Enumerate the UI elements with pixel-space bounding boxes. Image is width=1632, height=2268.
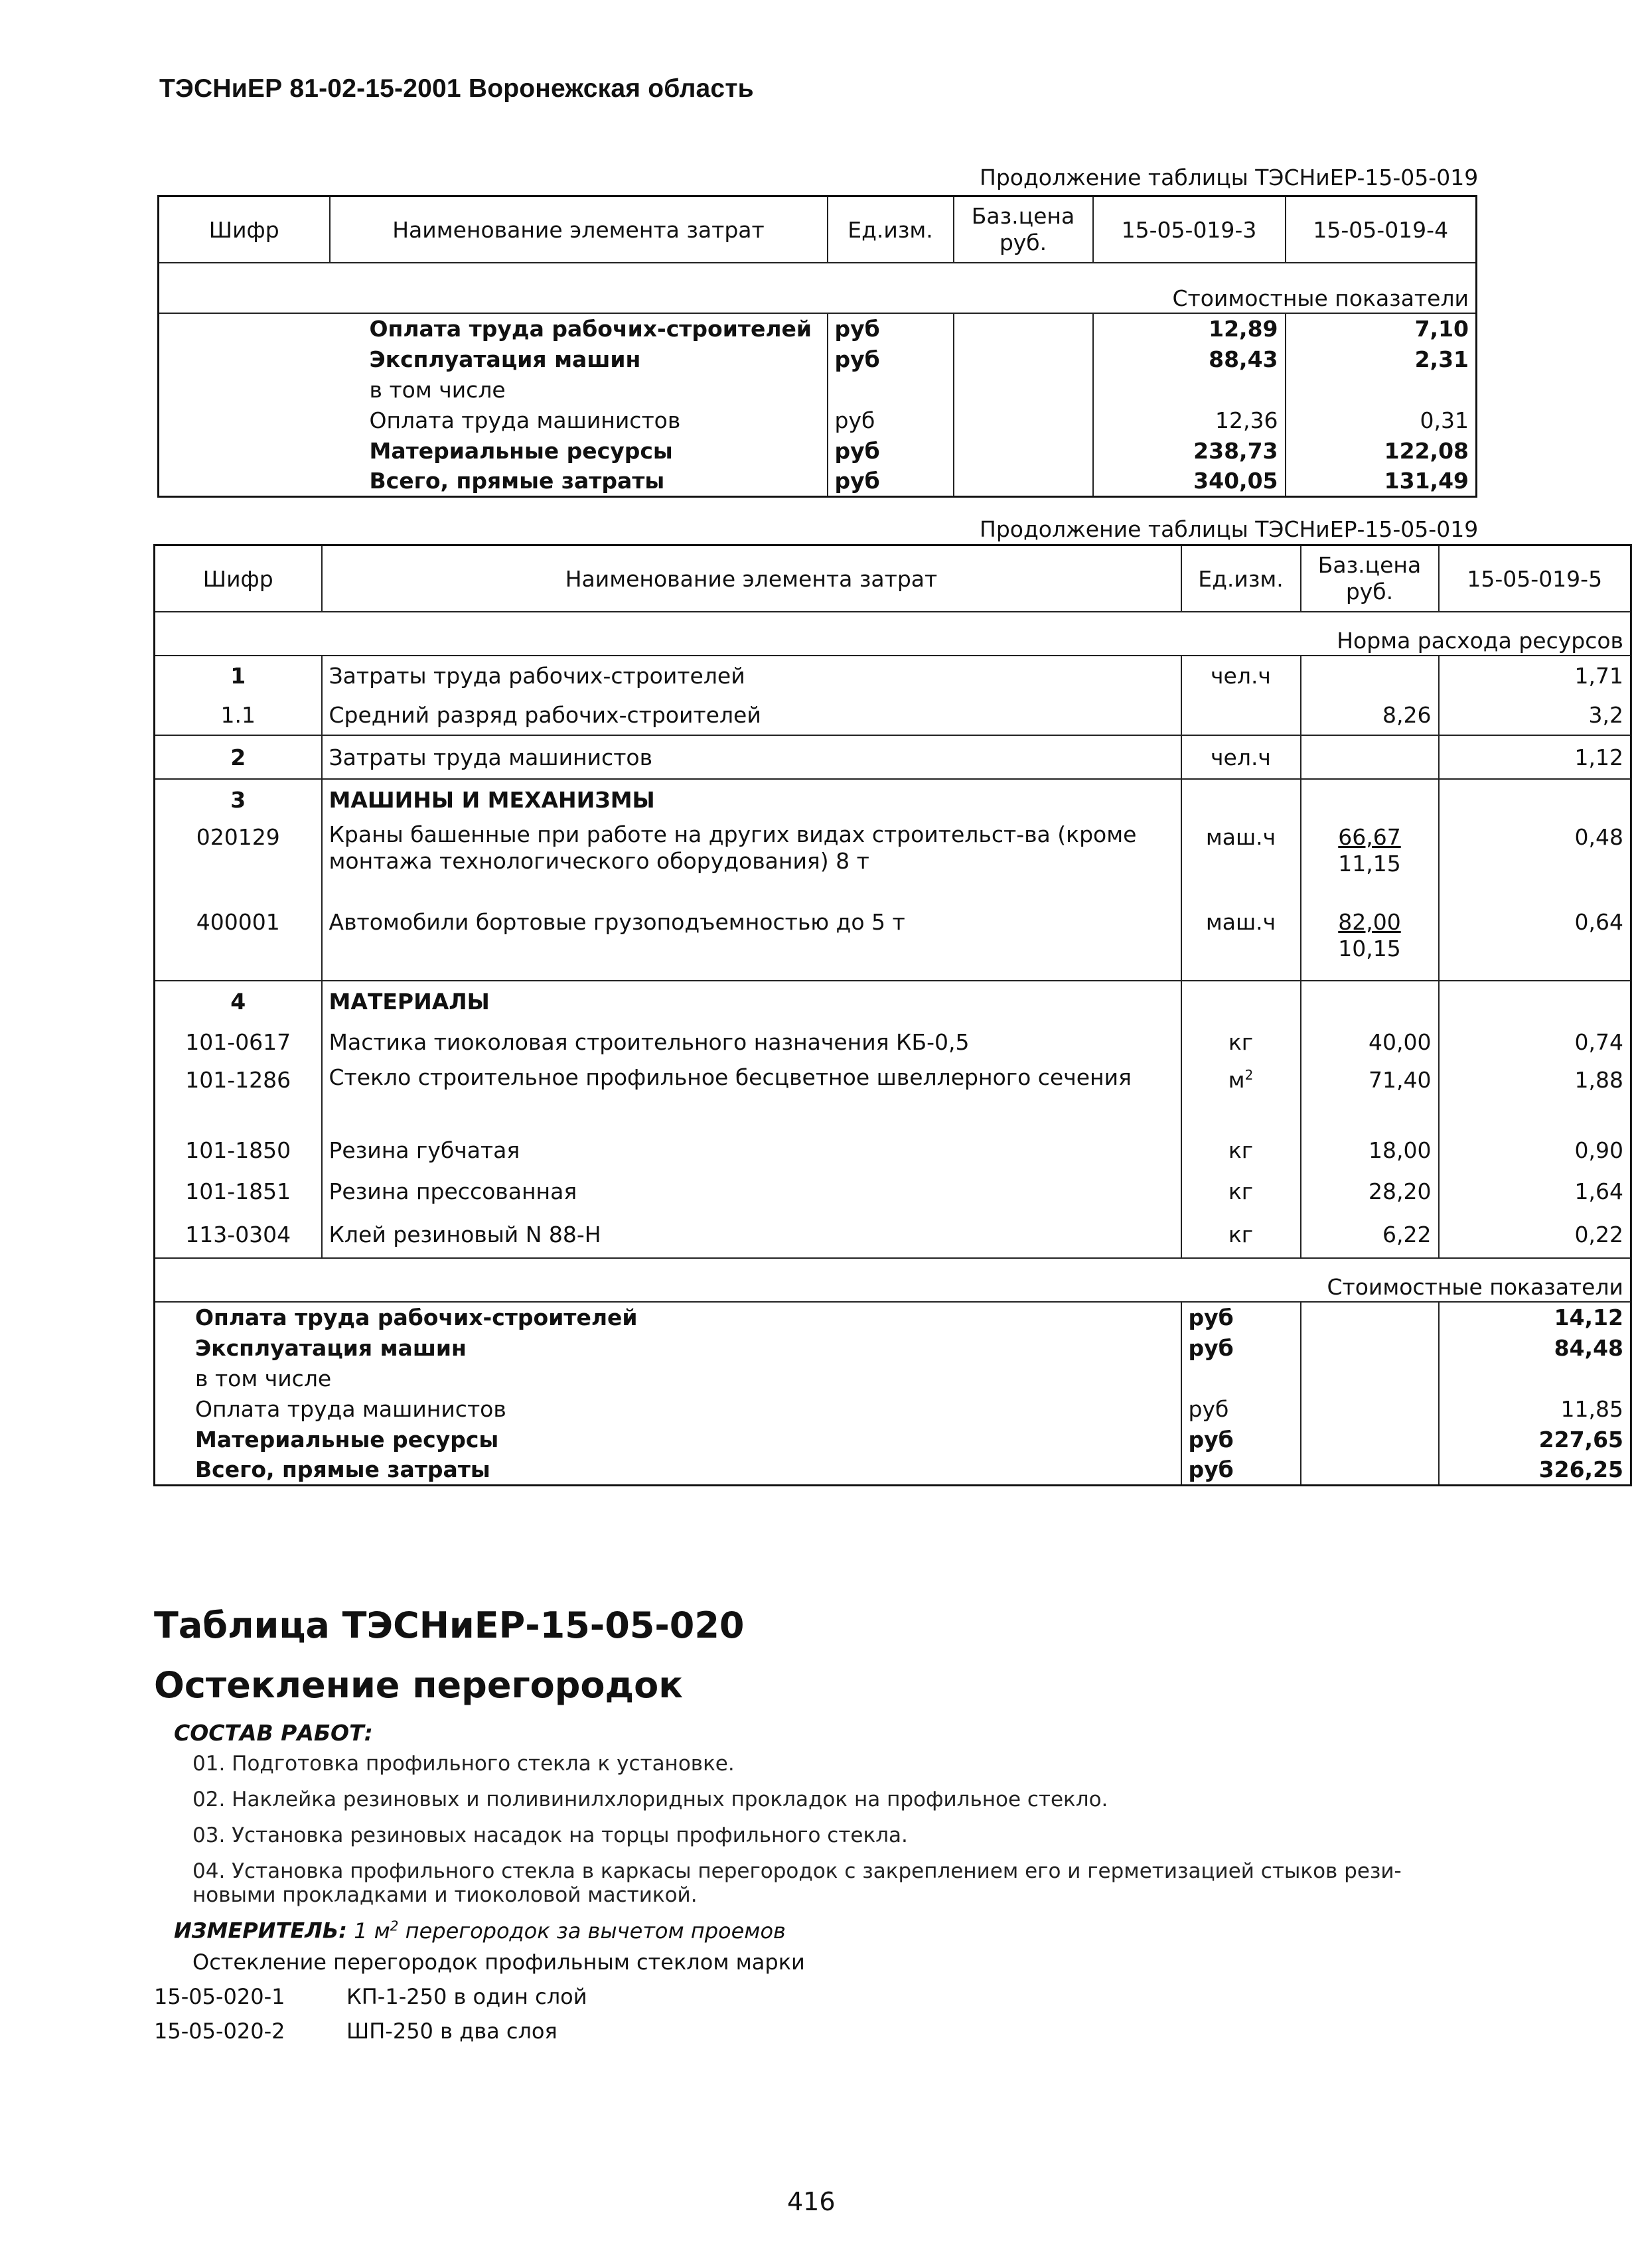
table-row: 4 МАТЕРИАЛЫ (155, 981, 1631, 1022)
table-row: Материальные ресурсы руб 227,65 (155, 1424, 1631, 1454)
glazing-note: Остекление перегородок профильным стеклом марки (192, 1949, 805, 1975)
t2-h-col-a: 15-05-019-5 (1467, 565, 1603, 592)
table-row: Эксплуатация машин руб 88,43 2,31 (159, 344, 1477, 374)
table-row: Эксплуатация машин руб 84,48 (155, 1332, 1631, 1363)
table-row: 101-1851 Резина прессованная кг 28,20 1,64 (155, 1170, 1631, 1212)
table-row: 101-1850 Резина губчатая кг 18,00 0,90 (155, 1129, 1631, 1170)
table-row: Материальные ресурсы руб 238,73 122,08 (159, 435, 1477, 466)
sostav-label: СОСТАВ РАБОТ: (174, 1720, 373, 1746)
table-row: в том числе (155, 1363, 1631, 1393)
t2-section-cost: Стоимостные показатели (1327, 1274, 1623, 1300)
t1-h-code: Шифр (159, 196, 330, 263)
table-row: Всего, прямые затраты руб 326,25 (155, 1454, 1631, 1485)
table-row: Оплата труда рабочих-строителей руб 14,12 (155, 1302, 1631, 1332)
table-row: Оплата труда машинистов руб 12,36 0,31 (159, 405, 1477, 435)
norm-code: 15-05-020-1 (154, 1984, 285, 2009)
t1-section: Стоимостные показатели (1172, 285, 1469, 311)
table-row: 1.1 Средний разряд рабочих-строителей 8,26 3,2 (155, 695, 1631, 735)
table1 (157, 195, 1477, 498)
table2-continuation: Продолжение таблицы ТЭСНиЕР-15-05-019 (980, 516, 1479, 542)
t2-h-unit: Ед.изм. (1181, 545, 1301, 612)
table-row: Оплата труда машинистов руб 11,85 (155, 1393, 1631, 1424)
t1-h-unit: Ед.изм. (828, 196, 954, 263)
norm-desc: ШП-250 в два слоя (346, 2019, 557, 2044)
t2-section-norm: Норма расхода ресурсов (1337, 628, 1623, 654)
norm-code: 15-05-020-2 (154, 2019, 285, 2044)
table-row: Оплата труда рабочих-строителей руб 12,89 7,10 (159, 313, 1477, 344)
work-item: 03. Установка резиновых насадок на торцы профильного стекла. (192, 1823, 908, 1847)
t2-h-name: Наименование элемента затрат (322, 545, 1181, 612)
table1-continuation: Продолжение таблицы ТЭСНиЕР-15-05-019 (980, 165, 1479, 190)
table3-title: Таблица ТЭСНиЕР-15-05-020 (154, 1604, 745, 1646)
work-item: 02. Наклейка резиновых и поливинилхлоридных прокладок на профильное стекло. (192, 1788, 1108, 1811)
document-header: ТЭСНиЕР 81-02-15-2001 Воронежская область (159, 74, 754, 103)
table-row: в том числе (159, 374, 1477, 405)
table-row: 400001 Автомобили бортовые грузоподъемностью до 5 т маш.ч 82,00 10,15 0,64 (155, 906, 1631, 981)
table-row: 3 МАШИНЫ И МЕХАНИЗМЫ (155, 779, 1631, 820)
t1-h-price: Баз.цена руб. (954, 196, 1093, 263)
work-item: 04. Установка профильного стекла в каркасы перегородок с закреплением его и герметизацией стыков рези-новыми прокладками и тиоколовой мастикой. (192, 1859, 1402, 1907)
norm-desc: КП-1-250 в один слой (346, 1984, 587, 2009)
table-row: Всего, прямые затраты руб 340,05 131,49 (159, 466, 1477, 496)
t1-h-col-b: 15-05-019-4 (1313, 216, 1449, 243)
t1-h-col-a: 15-05-019-3 (1093, 196, 1286, 263)
table-row: 113-0304 Клей резиновый N 88-Н кг 6,22 0,22 (155, 1212, 1631, 1258)
izmeritel (174, 1918, 786, 1944)
t2-h-code: Шифр (155, 545, 322, 612)
page-number: 416 (787, 2187, 836, 2216)
izmeritel-text: 1 $м^2$ перегородок за вычетом проемов (354, 1918, 786, 1944)
t1-h-name: Наименование элемента затрат (330, 196, 828, 263)
work-item: 01. Подготовка профильного стекла к установке. (192, 1752, 735, 1776)
izmeritel-label: ИЗМЕРИТЕЛЬ: (174, 1918, 347, 1944)
t2-h-price: Баз.цена руб. (1301, 545, 1439, 612)
table3-subtitle: Остекление перегородок (154, 1664, 683, 1706)
table2 (153, 544, 1632, 1486)
table-row: 101-0617 Мастика тиоколовая строительного назначения КБ-0,5 кг 40,00 0,74 (155, 1022, 1631, 1062)
table-row: 2 Затраты труда машинистов чел.ч 1,12 (155, 735, 1631, 779)
table-row: 101-1286 Стекло строительное профильное бесцветное швеллерного сечения $м^2$ 71,40 1,88 (155, 1062, 1631, 1129)
table-row: 020129 Краны башенные при работе на других видах строительст-ва (кроме монтажа технологического оборудования) 8 т маш.ч 66,67 11,15 0,48 (155, 820, 1631, 906)
table-row: 1 Затраты труда рабочих-строителей чел.ч 1,71 (155, 656, 1631, 695)
